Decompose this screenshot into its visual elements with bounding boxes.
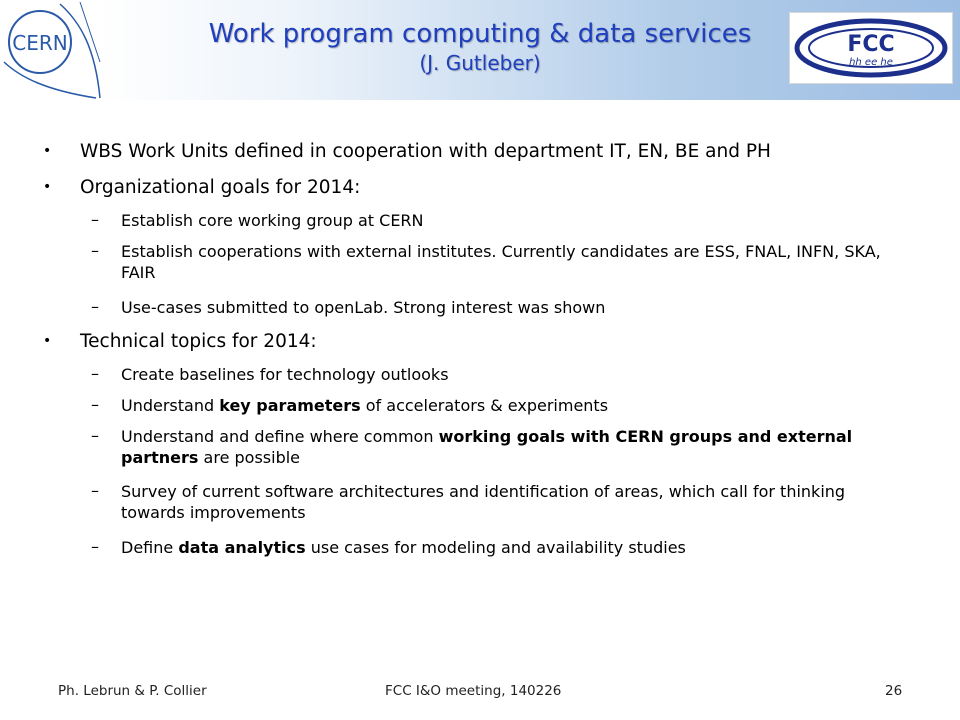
footer-meeting: FCC I&O meeting, 140226: [385, 683, 562, 699]
bullet-dot: •: [43, 143, 52, 159]
sub-bullet-item: Establish cooperations with external institutes. Currently candidates are ESS, FNAL, INFN, SKA, FAIR: [121, 242, 881, 282]
emphasis-text: key parameters: [219, 396, 361, 415]
footer-authors: Ph. Lebrun & P. Collier: [58, 683, 207, 699]
slide-title-line1: Work program computing & data services: [208, 19, 752, 49]
dash-marker: –: [91, 481, 99, 500]
sub-bullet-text: Understand and define where common: [121, 427, 439, 446]
cern-logo: [0, 2, 102, 100]
sub-bullet-item: Use-cases submitted to openLab. Strong interest was shown: [121, 298, 606, 317]
bullet-dot: •: [43, 179, 52, 195]
sub-bullet-item: [121, 395, 911, 416]
cern-logo-text: CERN: [12, 31, 68, 55]
sub-bullet-text: of accelerators & experiments: [360, 396, 609, 415]
bullet-item: Technical topics for 2014:: [80, 331, 317, 352]
bullet-item: WBS Work Units defined in cooperation with department IT, EN, BE and PH: [80, 141, 771, 162]
fcc-logo-subtext: hh ee he: [849, 57, 893, 68]
dash-marker: –: [91, 241, 99, 260]
dash-marker: –: [91, 426, 99, 445]
dash-marker: –: [91, 537, 99, 556]
dash-marker: –: [91, 297, 99, 316]
sub-bullet-item: Establish core working group at CERN: [121, 211, 424, 230]
dash-marker: –: [91, 395, 99, 414]
sub-bullet-item: [121, 537, 911, 558]
sub-bullet-text: use cases for modeling and availability studies: [305, 538, 686, 557]
dash-marker: –: [91, 364, 99, 383]
fcc-logo-text: FCC: [847, 32, 895, 57]
bullet-dot: •: [43, 333, 52, 349]
emphasis-text: working goals with CERN groups and external partners: [121, 427, 853, 467]
sub-bullet-text: Define: [121, 538, 179, 557]
slide-title: [100, 18, 860, 76]
sub-bullet-text: are possible: [198, 448, 301, 467]
sub-bullet-text: Understand: [121, 396, 220, 415]
footer-page-number: 26: [885, 683, 903, 699]
bullet-item: Organizational goals for 2014:: [80, 177, 361, 198]
sub-bullet-item: Survey of current software architectures and identification of areas, which call for thinking towards improvements: [121, 482, 846, 522]
emphasis-text: data analytics: [178, 538, 306, 557]
sub-bullet-item: Create baselines for technology outlooks: [121, 365, 449, 384]
slide-title-line2: (J. Gutleber): [419, 51, 541, 75]
dash-marker: –: [91, 210, 99, 229]
sub-bullet-item: [121, 426, 911, 468]
